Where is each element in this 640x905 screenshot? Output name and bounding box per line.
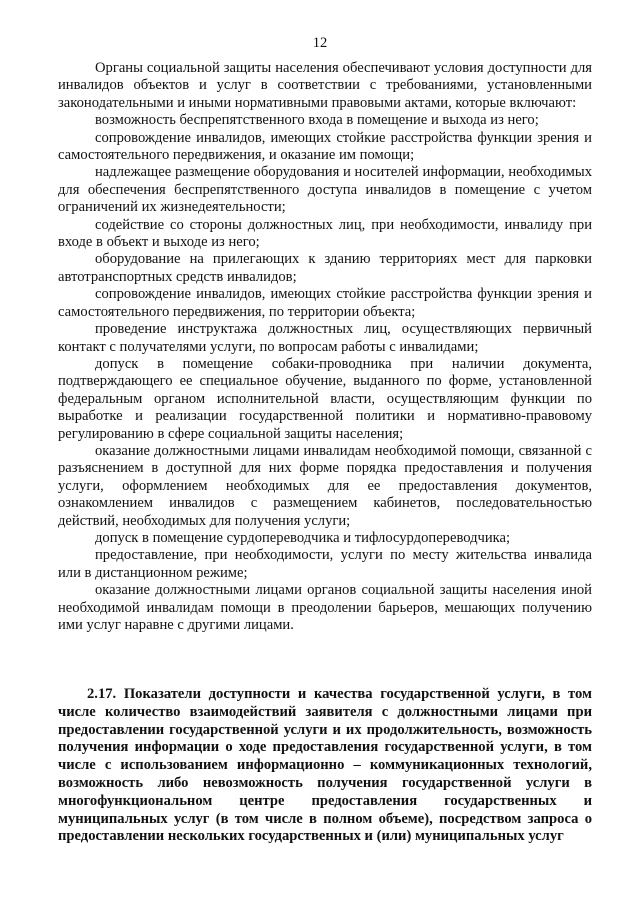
paragraph-item: оказание должностными лицами органов социальной защиты населения иной необходимой инвалидам помощи в преодолении барьеров, мешающих получению ими услуг наравне с другими лицами. <box>58 582 592 633</box>
paragraph-item: допуск в помещение собаки-проводника при наличии документа, подтверждающего ее специальное обучение, выданного по форме, установленной федеральным органом исполнительной власти, осуществляющим функции по выработке и реализации государственной политики и нормативно-правовому регулированию в сфере социальной защиты населения; <box>58 355 592 442</box>
paragraph-item: оказание должностными лицами инвалидам необходимой помощи, связанной с разъяснением в доступной для них форме порядка предоставления и получения услуги, оформлением необходимых для ее предоставления документов, ознакомлением инвалидов с размещением кабинетов, последовательностью действий, необходимых для получения услуги; <box>58 442 592 529</box>
paragraph-item: оборудование на прилегающих к зданию территориях мест для парковки автотранспортных средств инвалидов; <box>58 251 592 285</box>
paragraph-intro: Органы социальной защиты населения обеспечивают условия доступности для инвалидов объектов и услуг в соответствии с требованиями, установленными законодательными и иными нормативными правовыми актами, которые включают: <box>58 60 592 111</box>
paragraph-item: содействие со стороны должностных лиц, при необходимости, инвалиду при входе в объект и выходе из него; <box>58 216 592 251</box>
page-number: 12 <box>312 35 328 51</box>
body-text <box>58 60 592 634</box>
paragraph-item: проведение инструктажа должностных лиц, осуществляющих первичный контакт с получателями услуги, по вопросам работы с инвалидами; <box>58 321 592 355</box>
paragraph-item: сопровождение инвалидов, имеющих стойкие расстройства функции зрения и самостоятельного передвижения, и оказание им помощи; <box>58 129 592 164</box>
paragraph-item: предоставление, при необходимости, услуги по месту жительства инвалида или в дистанционном режиме; <box>58 547 592 581</box>
section-heading: 2.17. Показатели доступности и качества государственной услуги, в том числе количество взаимодействий заявителя с должностными лицами при предоставлении государственной услуги и их продолжительность, возможность получения информации о ходе предоставления государственной услуги, в том числе с использованием информационно – коммуникационных технологий, возможность либо невозможность получения государственной услуги в многофункциональном центре предоставления государственных и муниципальных услуг (в том числе в полном объеме), посредством запроса о предоставлении нескольких государственных и (или) муниципальных услуг <box>58 686 592 845</box>
paragraph-item: возможность беспрепятственного входа в помещение и выхода из него; <box>95 112 539 129</box>
paragraph-item: допуск в помещение сурдопереводчика и тифлосурдопереводчика; <box>95 529 511 546</box>
paragraph-item: сопровождение инвалидов, имеющих стойкие расстройства функции зрения и самостоятельного передвижения, по территории объекта; <box>58 286 592 320</box>
paragraph-item: надлежащее размещение оборудования и носителей информации, необходимых для обеспечения беспрепятственного доступа инвалидов в помещение с учетом ограничений их жизнедеятельности; <box>58 164 592 216</box>
